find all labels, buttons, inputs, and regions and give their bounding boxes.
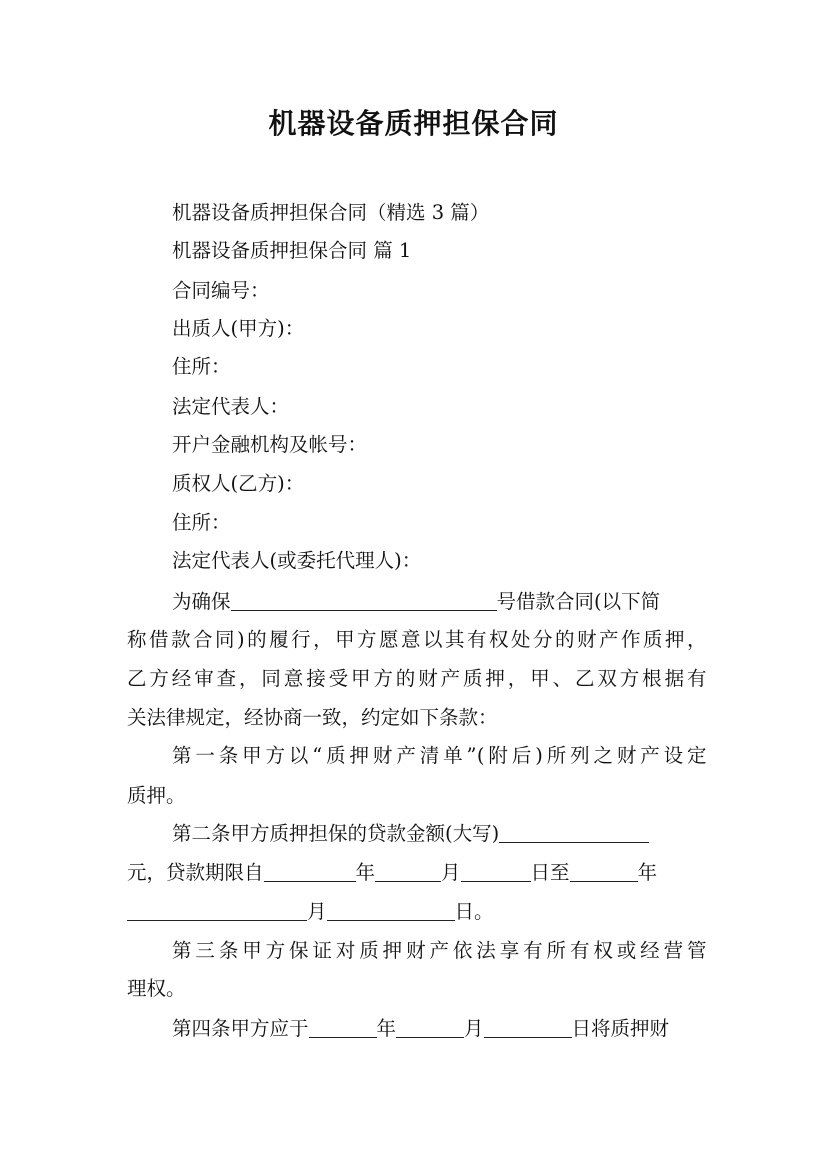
year-label: 年 <box>637 861 658 884</box>
month-label: 月 <box>441 861 461 884</box>
field-pledgee-address: 住所： <box>172 511 231 534</box>
delivery-day-blank <box>484 1017 572 1038</box>
delivery-month-blank <box>396 1017 464 1038</box>
article-2-line-1 <box>127 821 707 847</box>
end-month-blank <box>127 900 307 921</box>
article-1-line-2: 质押。 <box>127 784 186 807</box>
preamble-line-2: 称借款合同)的履行，甲方愿意以其有权处分的财产作质押， <box>127 628 707 651</box>
year-label: 年 <box>376 1017 397 1040</box>
article-3-line-2: 理权。 <box>127 977 186 1000</box>
year-label: 年 <box>355 861 376 884</box>
article-4-text: 第四条甲方应于 <box>172 1017 309 1040</box>
preamble-text-b: 号借款合同(以下简 <box>496 590 661 613</box>
preamble-text-a: 为确保 <box>172 590 231 613</box>
field-bank-account: 开户金融机构及帐号： <box>172 433 368 456</box>
delivery-year-blank <box>309 1017 377 1038</box>
start-year-blank <box>264 861 356 882</box>
end-year-blank <box>570 861 638 882</box>
article-3-line-1: 第三条甲方保证对质押财产依法享有所有权或经营管 <box>172 939 707 962</box>
document-title: 机器设备质押担保合同 <box>268 107 559 140</box>
loan-amount-blank <box>499 822 649 843</box>
start-day-blank <box>461 861 531 882</box>
month-label: 月 <box>307 900 327 923</box>
preamble-line-1 <box>127 589 707 615</box>
start-month-blank <box>375 861 441 882</box>
article-2-yuan-text: 元，贷款期限自 <box>127 861 264 884</box>
loan-contract-number-blank <box>231 590 497 611</box>
month-label: 月 <box>464 1017 484 1040</box>
field-pledgee-representative: 法定代表人(或委托代理人)： <box>172 549 422 572</box>
end-day-blank <box>327 900 455 921</box>
article-2-line-2 <box>127 860 707 886</box>
article-2-text: 第二条甲方质押担保的贷款金额(大写) <box>172 822 500 845</box>
field-pledgor-address: 住所： <box>172 355 231 378</box>
article-1-line-1: 第一条甲方以“质押财产清单”(附后)所列之财产设定 <box>172 744 707 767</box>
article-2-line-3 <box>127 899 707 925</box>
field-pledgor-representative: 法定代表人： <box>172 395 290 418</box>
field-contract-number: 合同编号： <box>172 279 270 302</box>
document-subtitle: 机器设备质押担保合同（精选 3 篇） <box>172 201 490 224</box>
article-4-tail: 日将质押财 <box>571 1017 670 1040</box>
field-pledgee: 质权人(乙方)： <box>172 472 305 495</box>
field-pledgor: 出质人(甲方)： <box>172 317 305 340</box>
article-4-line-1 <box>127 1016 707 1042</box>
preamble-line-4: 关法律规定，经协商一致，约定如下条款： <box>127 706 498 729</box>
day-to-label: 日至 <box>530 861 570 884</box>
day-label: 日。 <box>454 900 494 923</box>
preamble-line-3: 乙方经审查，同意接受甲方的财产质押，甲、乙双方根据有 <box>127 667 707 690</box>
section-heading: 机器设备质押担保合同 篇 1 <box>172 239 412 262</box>
